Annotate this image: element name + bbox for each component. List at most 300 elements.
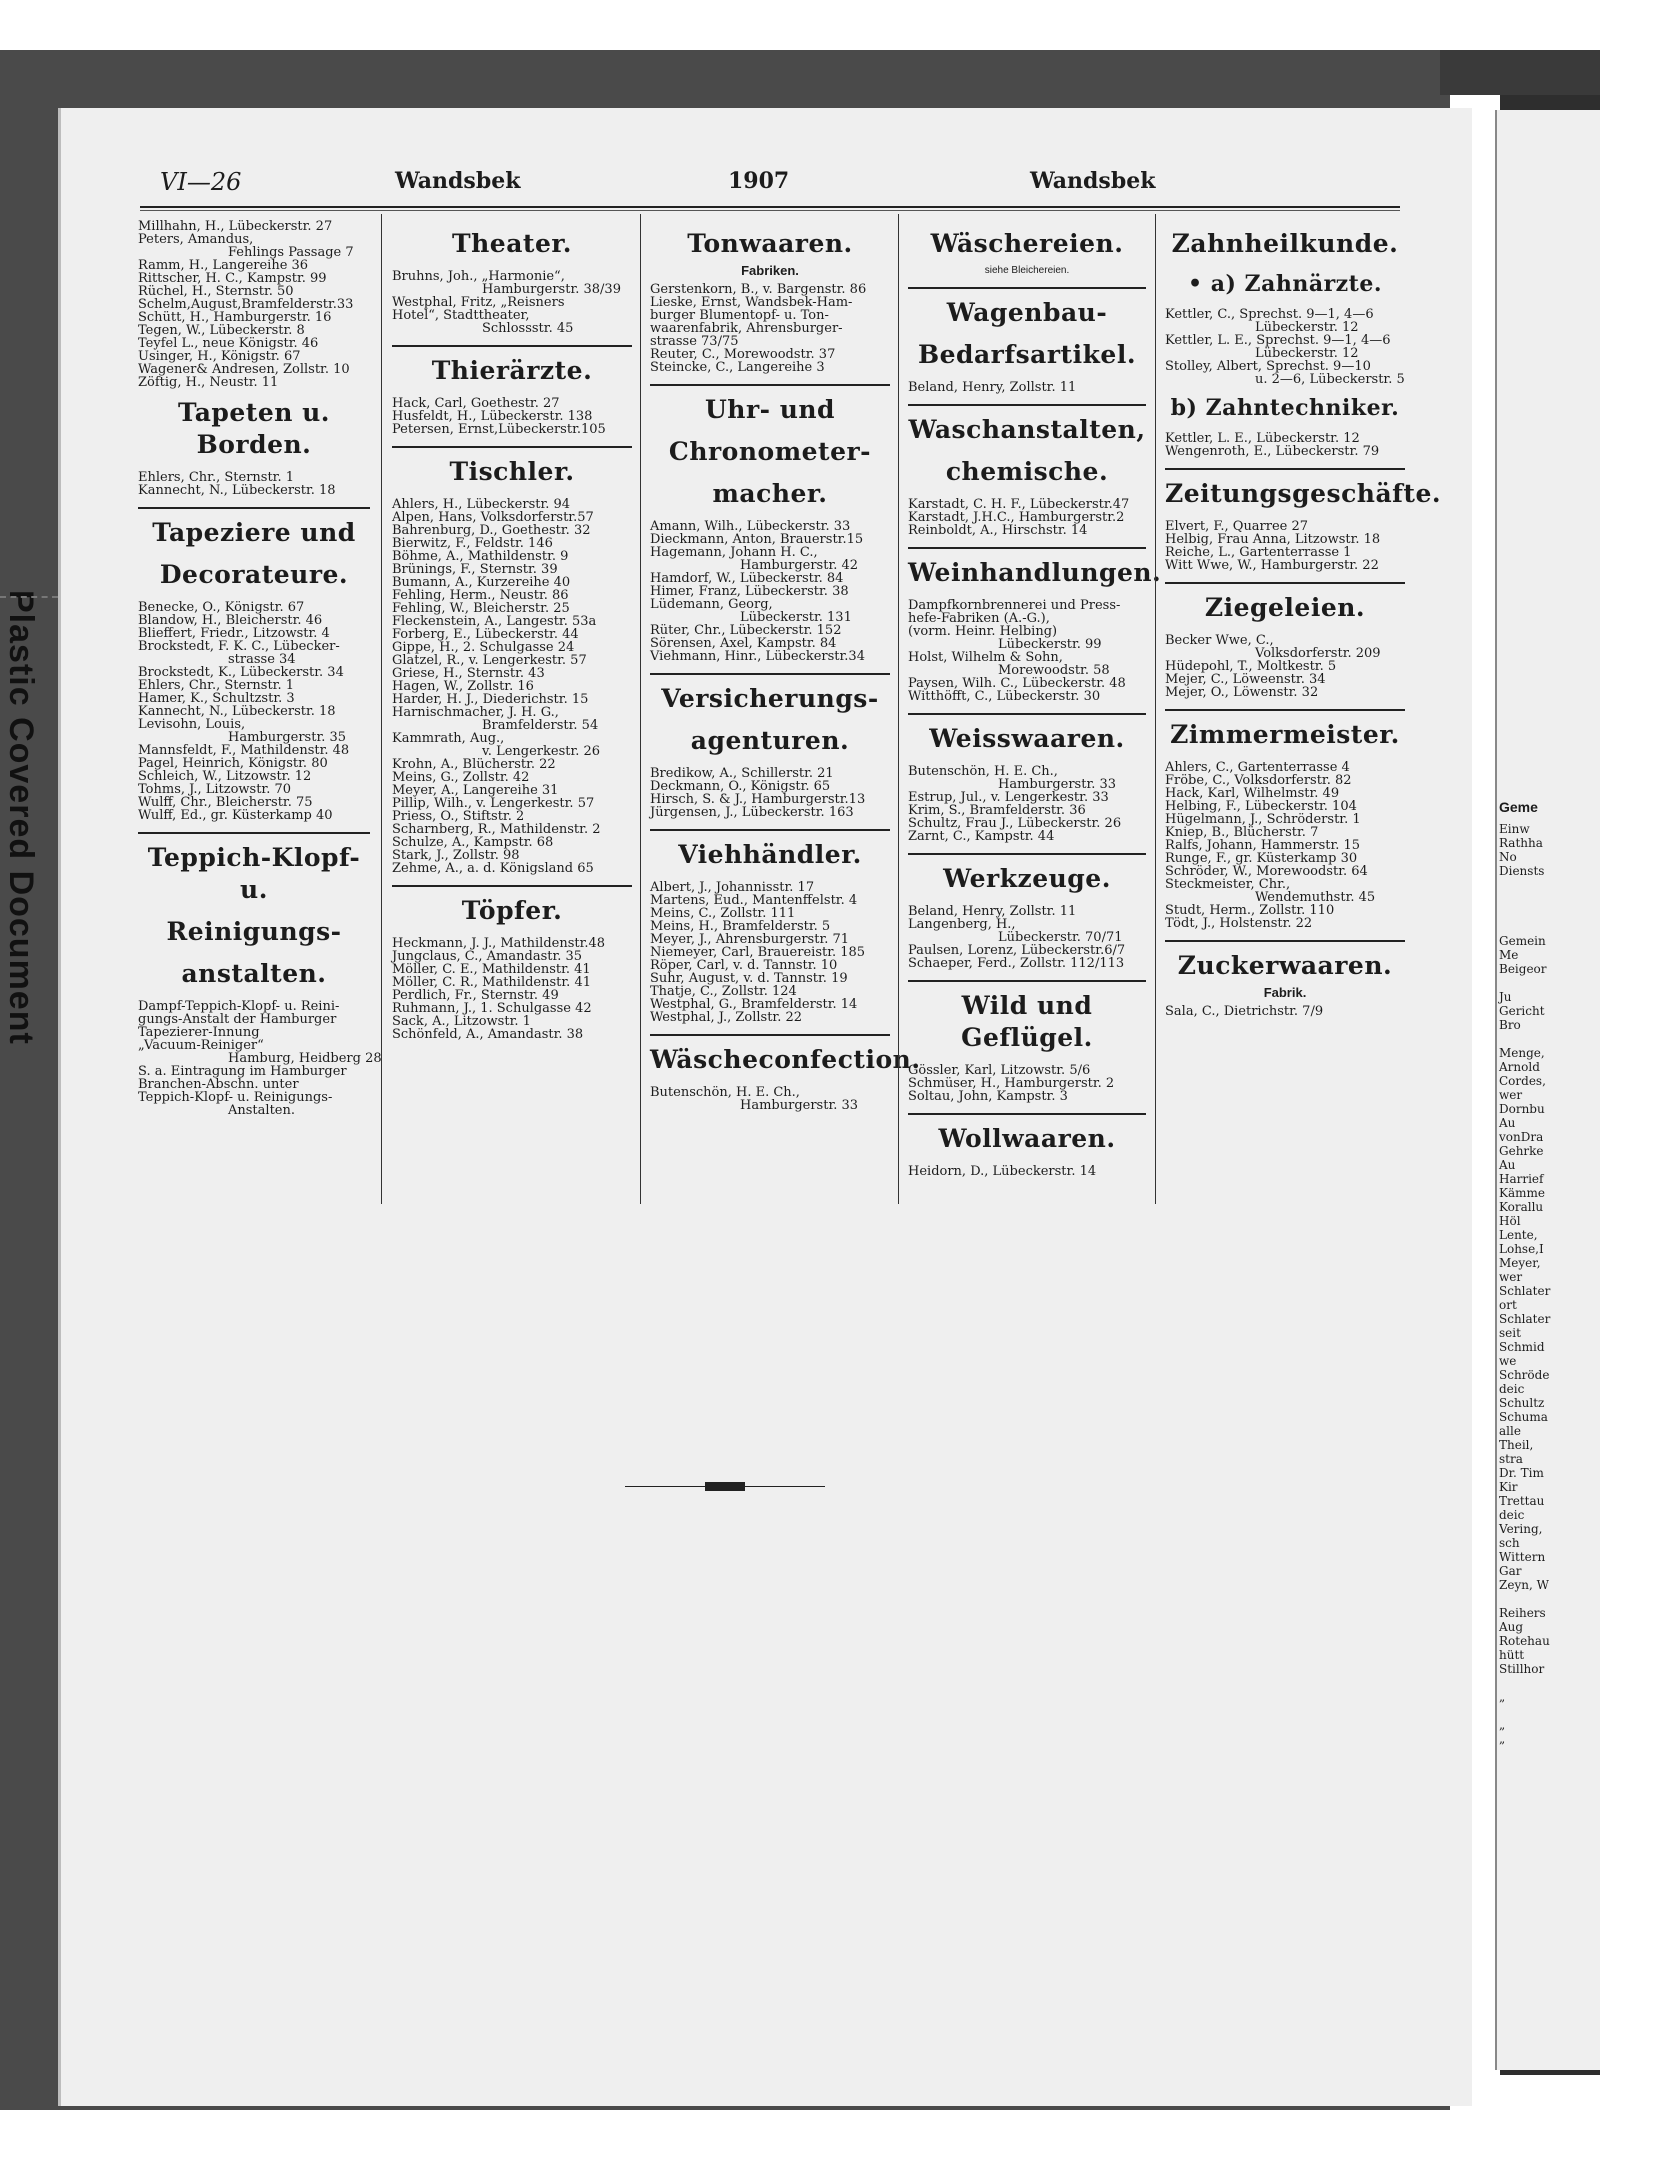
directory-entry: Wendemuthstr. 45 (1255, 890, 1376, 905)
directory-entry: Priess, O., Stiftstr. 2 (392, 809, 525, 824)
section-heading: Chronometer- (668, 437, 872, 466)
directory-entry: strasse 73/75 (650, 334, 739, 349)
facing-page-line: Bro (1499, 1018, 1521, 1032)
section-divider (650, 1034, 890, 1036)
directory-entry: Peters, Amandus, (138, 232, 254, 247)
directory-entry: Tegen, W., Lübeckerstr. 8 (138, 323, 305, 338)
facing-page-line: Trettau (1499, 1494, 1545, 1508)
directory-entry: Krim, S., Bramfelderstr. 36 (908, 803, 1086, 818)
facing-page-line (1497, 1676, 1677, 1690)
directory-entry: Kettler, L. E., Lübeckerstr. 12 (1165, 431, 1360, 446)
side-label: Plastic Covered Document (2, 590, 40, 1045)
directory-entry: Tödt, J., Holstenstr. 22 (1165, 916, 1313, 931)
directory-entry: Alpen, Hans, Volksdorferstr.57 (392, 510, 594, 525)
directory-entry: Wulff, Ed., gr. Küsterkamp 40 (138, 808, 333, 823)
directory-entry: Röper, Carl, v. d. Tannstr. 10 (650, 958, 838, 973)
directory-entry: Kannecht, N., Lübeckerstr. 18 (138, 483, 336, 498)
directory-entry: Westphal, Fritz, „Reisners (392, 295, 565, 310)
directory-entry: Hotel“, Stadttheater, (392, 308, 530, 323)
column-4 (908, 220, 1162, 1210)
directory-entry: Helbing, F., Lübeckerstr. 104 (1165, 799, 1357, 814)
directory-entry: Tohms, J., Litzowstr. 70 (138, 782, 292, 797)
section-heading: • a) Zahnärzte. (1187, 271, 1382, 297)
facing-page-line: Schlater (1499, 1284, 1551, 1298)
section-heading: Zeitungsgeschäfte. (1165, 479, 1442, 508)
section-heading: Zuckerwaaren. (1177, 951, 1393, 980)
directory-entry: Tapezierer-Innung (138, 1025, 260, 1040)
section-heading: Bedarfsartikel. (917, 340, 1137, 369)
column-divider (1155, 214, 1156, 1204)
column-2 (392, 220, 632, 1210)
directory-entry: Steincke, C., Langereihe 3 (650, 360, 825, 375)
directory-entry: Dampfkornbrennerei und Press- (908, 598, 1121, 613)
section-heading: Reinigungs- (166, 917, 342, 946)
section-heading: chemische. (945, 457, 1109, 486)
facing-page-line: Au (1499, 1116, 1516, 1130)
facing-page-line: „ (1499, 1718, 1506, 1732)
section-heading: Wollwaaren. (938, 1124, 1116, 1153)
directory-entry: Westphal, G., Bramfelderstr. 14 (650, 997, 858, 1012)
directory-entry: Ahlers, C., Gartenterrasse 4 (1165, 760, 1350, 775)
directory-entry: Rüchel, H., Sternstr. 50 (138, 284, 294, 299)
facing-page-line (1497, 1032, 1677, 1046)
directory-entry: Paulsen, Lorenz, Lübeckerstr.6/7 (908, 943, 1126, 958)
section-subheading: siehe Bleichereien. (984, 265, 1070, 276)
section-divider (392, 345, 632, 347)
section-heading: anstalten. (181, 959, 327, 988)
directory-entry: Suhr, August, v. d. Tannstr. 19 (650, 971, 848, 986)
directory-entry: Stark, J., Zollstr. 98 (392, 848, 520, 863)
directory-entry: Zarnt, C., Kampstr. 44 (908, 829, 1055, 844)
section-divider (908, 287, 1146, 289)
facing-page-text (1497, 800, 1677, 1746)
directory-entry: Hagen, W., Zollstr. 16 (392, 679, 534, 694)
directory-entry: Ralfs, Johann, Hammerstr. 15 (1165, 838, 1361, 853)
facing-page-line: Au (1499, 1158, 1516, 1172)
section-heading: Waschanstalten, (908, 415, 1146, 444)
facing-page-line: Me (1499, 948, 1519, 962)
directory-entry: Westphal, J., Zollstr. 22 (650, 1010, 803, 1025)
directory-entry: Sala, C., Dietrichstr. 7/9 (1165, 1004, 1324, 1019)
directory-entry: Millhahn, H., Lübeckerstr. 27 (138, 219, 333, 234)
directory-entry: strasse 34 (228, 652, 296, 667)
directory-entry: Niemeyer, Carl, Brauereistr. 185 (650, 945, 866, 960)
directory-entry: Hack, Karl, Wilhelmstr. 49 (1165, 786, 1340, 801)
section-divider (908, 713, 1146, 715)
facing-page-line: Korallu (1499, 1200, 1544, 1214)
directory-entry: Sörensen, Axel, Kampstr. 84 (650, 636, 837, 651)
section-heading: Zahnheilkunde. (1171, 229, 1399, 258)
facing-page-line: Zeyn, W (1499, 1578, 1549, 1592)
facing-page-line: Gehrke (1499, 1144, 1544, 1158)
directory-entry: Schönfeld, A., Amandastr. 38 (392, 1027, 584, 1042)
directory-entry: Runge, F., gr. Küsterkamp 30 (1165, 851, 1358, 866)
directory-entry: Bumann, A., Kurzereihe 40 (392, 575, 571, 590)
directory-entry: Kniep, B., Blücherstr. 7 (1165, 825, 1319, 840)
directory-entry: Deckmann, O., Königstr. 65 (650, 779, 831, 794)
directory-entry: S. a. Eintragung im Hamburger (138, 1064, 347, 1079)
directory-entry: Morewoodstr. 58 (998, 663, 1110, 678)
directory-entry: Schelm,August,Bramfelderstr.33 (138, 297, 354, 312)
facing-page-line: Einw (1499, 822, 1530, 836)
directory-entry: Petersen, Ernst,Lübeckerstr.105 (392, 422, 606, 437)
directory-entry: Blieffert, Friedr., Litzowstr. 4 (138, 626, 330, 641)
facing-page-line: Cordes, (1499, 1074, 1546, 1088)
directory-entry: Fehling, W., Bleicherstr. 25 (392, 601, 570, 616)
directory-entry: Böhme, A., Mathildenstr. 9 (392, 549, 569, 564)
section-divider (908, 547, 1146, 549)
directory-entry: Hamburgerstr. 42 (740, 558, 859, 573)
page-header (0, 168, 1450, 202)
directory-entry: Glatzel, R., v. Lengerkestr. 57 (392, 653, 587, 668)
facing-page-line: deic (1499, 1508, 1525, 1522)
directory-entry: Hamburg, Heidberg 28 (228, 1051, 382, 1066)
section-divider (908, 853, 1146, 855)
facing-page-line: seit (1499, 1326, 1521, 1340)
facing-page-line: Schlater (1499, 1312, 1551, 1326)
directory-entry: Fehlings Passage 7 (228, 245, 354, 260)
directory-entry: Amann, Wilh., Lübeckerstr. 33 (650, 519, 851, 534)
facing-page-line: Beigeor (1499, 962, 1547, 976)
directory-entry: Bramfelderstr. 54 (482, 718, 599, 733)
directory-entry: Meins, G., Zollstr. 42 (392, 770, 530, 785)
directory-entry: Fleckenstein, A., Langestr. 53a (392, 614, 597, 629)
end-ornament (625, 1482, 825, 1492)
directory-entry: Jürgensen, J., Lübeckerstr. 163 (650, 805, 854, 820)
facing-page-line: alle (1499, 1424, 1521, 1438)
facing-page-line: Diensts (1499, 864, 1545, 878)
directory-entry: Schleich, W., Litzowstr. 12 (138, 769, 312, 784)
section-heading: Wäscheconfection. (650, 1045, 921, 1074)
directory-entry: Bredikow, A., Schillerstr. 21 (650, 766, 834, 781)
facing-page-line: Gemein (1499, 934, 1546, 948)
section-heading: Tischler. (449, 457, 575, 486)
directory-entry: Perdlich, Fr., Sternstr. 49 (392, 988, 559, 1003)
directory-entry: Hirsch, S. & J., Hamburgerstr.13 (650, 792, 866, 807)
directory-entry: Möller, C. R., Mathildenstr. 41 (392, 975, 591, 990)
section-heading: macher. (712, 479, 828, 508)
directory-entry: Karstadt, J.H.C., Hamburgerstr.2 (908, 510, 1125, 525)
header-year: 1907 (728, 168, 790, 194)
directory-entry: Wagener& Andresen, Zollstr. 10 (138, 362, 350, 377)
facing-page-line (1497, 1592, 1677, 1606)
facing-page-line: stra (1499, 1452, 1523, 1466)
facing-page-line: ort (1499, 1298, 1517, 1312)
section-divider (138, 507, 370, 509)
facing-page-line: wer (1499, 1088, 1523, 1102)
directory-entry: Ehlers, Chr., Sternstr. 1 (138, 470, 294, 485)
section-heading: Wild und Geflügel. (961, 991, 1093, 1052)
facing-page-line: Arnold (1499, 1060, 1540, 1074)
directory-entry: Kannecht, N., Lübeckerstr. 18 (138, 704, 336, 719)
directory-entry: Helbig, Frau Anna, Litzowstr. 18 (1165, 532, 1381, 547)
facing-page-line: Höl (1499, 1214, 1521, 1228)
directory-entry: Teyfel L., neue Königstr. 46 (138, 336, 319, 351)
directory-entry: Levisohn, Louis, (138, 717, 246, 732)
directory-entry: Langenberg, H., (908, 917, 1016, 932)
crop-mark (0, 596, 58, 598)
section-heading: Uhr- und (704, 395, 836, 424)
directory-entry: Schultz, Frau J., Lübeckerstr. 26 (908, 816, 1122, 831)
directory-entry: Benecke, O., Königstr. 67 (138, 600, 305, 615)
section-heading: Teppich-Klopf- u. (147, 843, 361, 904)
directory-entry: Lüdemann, Georg, (650, 597, 773, 612)
facing-page-line: Lente, (1499, 1228, 1538, 1242)
facing-page-line: Gar (1499, 1564, 1522, 1578)
directory-entry: Husfeldt, H., Lübeckerstr. 138 (392, 409, 593, 424)
facing-page-line: Menge, (1499, 1046, 1545, 1060)
section-heading: Werkzeuge. (943, 864, 1111, 893)
section-heading: Weisswaaren. (929, 724, 1125, 753)
section-heading: Decorateure. (159, 560, 349, 589)
directory-entry: Krohn, A., Blücherstr. 22 (392, 757, 556, 772)
directory-entry: Martens, Eud., Mantenffelstr. 4 (650, 893, 858, 908)
facing-page-line: Vering, (1499, 1522, 1543, 1536)
directory-entry: Hügelmann, J., Schröderstr. 1 (1165, 812, 1361, 827)
directory-entry: Lübeckerstr. 99 (998, 637, 1102, 652)
facing-page-line: Dr. Tim (1499, 1466, 1544, 1480)
section-heading: agenturen. (690, 726, 850, 755)
facing-page-line: Schultz (1499, 1396, 1545, 1410)
directory-entry: Ahlers, H., Lübeckerstr. 94 (392, 497, 571, 512)
section-divider (1165, 940, 1405, 942)
directory-entry: Himer, Franz, Lübeckerstr. 38 (650, 584, 849, 599)
directory-entry: Thatje, C., Zollstr. 124 (650, 984, 797, 999)
directory-entry: Lübeckerstr. 12 (1255, 320, 1359, 335)
section-divider (650, 384, 890, 386)
directory-entry: Schütt, H., Hamburgerstr. 16 (138, 310, 332, 325)
facing-page-line: Dornbu (1499, 1102, 1545, 1116)
column-divider (898, 214, 899, 1204)
directory-entry: Steckmeister, Chr., (1165, 877, 1291, 892)
directory-entry: Schröder, W., Morewoodstr. 64 (1165, 864, 1368, 879)
section-divider (908, 980, 1146, 982)
facing-page-line: Meyer, (1499, 1256, 1541, 1270)
directory-entry: Teppich-Klopf- u. Reinigungs- (138, 1090, 333, 1105)
directory-entry: Mannsfeldt, F., Mathildenstr. 48 (138, 743, 350, 758)
directory-entry: Hamburgerstr. 33 (998, 777, 1117, 792)
facing-page-line (1497, 906, 1677, 920)
facing-page-line: Lohse,I (1499, 1242, 1544, 1256)
facing-page-line: Kir (1499, 1480, 1518, 1494)
section-divider (1165, 582, 1405, 584)
facing-page-line: Gericht (1499, 1004, 1545, 1018)
facing-page-line: „ (1499, 1732, 1506, 1746)
directory-entry: Hamburgerstr. 38/39 (482, 282, 621, 297)
section-subheading: Fabrik. (1263, 985, 1307, 1000)
directory-entry: waarenfabrik, Ahrensburger- (650, 321, 843, 336)
directory-entry: Zöftig, H., Neustr. 11 (138, 375, 279, 390)
column-divider (381, 214, 382, 1204)
directory-entry: Harder, H. J., Diederichstr. 15 (392, 692, 589, 707)
directory-entry: Studt, Herm., Zollstr. 110 (1165, 903, 1335, 918)
section-subheading: Fabriken. (741, 263, 799, 278)
directory-entry: Witt Wwe, W., Hamburgerstr. 22 (1165, 558, 1379, 573)
directory-entry: v. Lengerkestr. 26 (482, 744, 601, 759)
section-heading: Ziegeleien. (1204, 593, 1366, 622)
section-heading: Thierärzte. (431, 356, 593, 385)
directory-entry: u. 2—6, Lübeckerstr. 5 (1255, 372, 1405, 387)
directory-entry: Schlossstr. 45 (482, 321, 574, 336)
directory-entry: Lübeckerstr. 70/71 (998, 930, 1123, 945)
section-divider (1165, 709, 1405, 711)
directory-entry: Heidorn, D., Lübeckerstr. 14 (908, 1164, 1097, 1179)
directory-entry: Soltau, John, Kampstr. 3 (908, 1089, 1068, 1104)
section-heading: Versicherungs- (661, 684, 879, 713)
directory-entry: Beland, Henry, Zollstr. 11 (908, 904, 1077, 919)
page-number: VI—26 (160, 168, 242, 196)
directory-entry: Gippe, H., 2. Schulgasse 24 (392, 640, 575, 655)
facing-page-line (1497, 920, 1677, 934)
facing-page-line (1497, 976, 1677, 990)
directory-entry: burger Blumentopf- u. Ton- (650, 308, 829, 323)
facing-page-line: „ (1499, 1690, 1506, 1704)
facing-page-line: Harrief (1499, 1172, 1544, 1186)
facing-page-line (1497, 1704, 1677, 1718)
section-heading: Tapeten u. Borden. (177, 398, 330, 459)
directory-entry: Reuter, C., Morewoodstr. 37 (650, 347, 836, 362)
directory-entry: Hack, Carl, Goethestr. 27 (392, 396, 560, 411)
directory-entry: Ehlers, Chr., Sternstr. 1 (138, 678, 294, 693)
section-heading: b) Zahntechniker. (1170, 395, 1400, 421)
directory-entry: Kettler, C., Sprechst. 9—1, 4—6 (1165, 307, 1374, 322)
section-heading: Tapeziere und (152, 518, 356, 547)
directory-entry: Meyer, J., Ahrensburgerstr. 71 (650, 932, 850, 947)
section-divider (392, 446, 632, 448)
directory-entry: Hamer, K., Schultzstr. 3 (138, 691, 295, 706)
directory-entry: Pillip, Wilh., v. Lengerkestr. 57 (392, 796, 595, 811)
facing-page-line: Theil, (1499, 1438, 1534, 1452)
directory-entry: Brockstedt, F. K. C., Lübecker- (138, 639, 340, 654)
header-rule-thin (140, 210, 1400, 211)
directory-entry: Reinboldt, A., Hirschstr. 14 (908, 523, 1088, 538)
section-heading: Wagenbau- (946, 298, 1108, 327)
directory-entry: Becker Wwe, C., (1165, 633, 1274, 648)
directory-entry: Blandow, H., Bleicherstr. 46 (138, 613, 323, 628)
section-divider (908, 1113, 1146, 1115)
directory-entry: Kammrath, Aug., (392, 731, 505, 746)
directory-entry: Estrup, Jul., v. Lengerkestr. 33 (908, 790, 1109, 805)
directory-entry: Fröbe, C., Volksdorferstr. 82 (1165, 773, 1352, 788)
directory-entry: Scharnberg, R., Mathildenstr. 2 (392, 822, 601, 837)
section-divider (908, 404, 1146, 406)
directory-entry: Meins, H., Bramfelderstr. 5 (650, 919, 831, 934)
section-heading: Wäschereien. (930, 229, 1124, 258)
directory-entry: Pagel, Heinrich, Königstr. 80 (138, 756, 328, 771)
section-divider (650, 829, 890, 831)
facing-page (1495, 110, 1600, 2070)
directory-entry: Möller, C. E., Mathildenstr. 41 (392, 962, 591, 977)
directory-entry: Meins, C., Zollstr. 111 (650, 906, 796, 921)
directory-entry: Viehmann, Hinr., Lübeckerstr.34 (650, 649, 865, 664)
section-heading: Theater. (452, 229, 572, 258)
directory-entry: Elvert, F., Quarree 27 (1165, 519, 1309, 534)
directory-entry: Hüdepohl, T., Moltkestr. 5 (1165, 659, 1337, 674)
directory-entry: Schulze, A., Kampstr. 68 (392, 835, 554, 850)
directory-entry: Hamdorf, W., Lübeckerstr. 84 (650, 571, 844, 586)
directory-entry: Wengenroth, E., Lübeckerstr. 79 (1165, 444, 1380, 459)
directory-entry: Branchen-Abschn. unter (138, 1077, 299, 1092)
directory-entry: Mejer, O., Löwenstr. 32 (1165, 685, 1319, 700)
directory-entry: Fehling, Herm., Neustr. 86 (392, 588, 569, 603)
directory-entry: Heckmann, J. J., Mathildenstr.48 (392, 936, 606, 951)
section-divider (392, 885, 632, 887)
section-divider (650, 673, 890, 675)
facing-page-line: Reihers (1499, 1606, 1546, 1620)
directory-entry: Dieckmann, Anton, Brauerstr.15 (650, 532, 864, 547)
facing-page-line: wer (1499, 1270, 1523, 1284)
directory-entry: „Vacuum-Reiniger“ (138, 1038, 264, 1053)
directory-entry: Rittscher, H. C., Kampstr. 99 (138, 271, 327, 286)
facing-page-line: Schuma (1499, 1410, 1548, 1424)
facing-page-line: deic (1499, 1382, 1525, 1396)
directory-entry: Gössler, Karl, Litzowstr. 5/6 (908, 1063, 1091, 1078)
facing-page-line (1497, 878, 1677, 892)
facing-page-line: vonDra (1499, 1130, 1544, 1144)
facing-page-line: Geme (1499, 799, 1538, 815)
directory-entry: (vorm. Heinr. Helbing) (908, 624, 1058, 639)
facing-page-line: Ju (1499, 990, 1512, 1004)
directory-entry: Forberg, E., Lübeckerstr. 44 (392, 627, 579, 642)
directory-entry: Ramm, H., Langereihe 36 (138, 258, 309, 273)
facing-page-line: Aug (1499, 1620, 1524, 1634)
directory-entry: Reiche, L., Gartenterrasse 1 (1165, 545, 1352, 560)
facing-page-line: sch (1499, 1536, 1520, 1550)
directory-entry: Hamburgerstr. 35 (228, 730, 347, 745)
directory-entry: Butenschön, H. E. Ch., (650, 1085, 800, 1100)
directory-entry: Dampf-Teppich-Klopf- u. Reini- (138, 999, 340, 1014)
directory-entry: Bruhns, Joh., „Harmonie“, (392, 269, 565, 284)
section-heading: Viehhändler. (678, 840, 862, 869)
directory-entry: Anstalten. (228, 1103, 295, 1118)
facing-page-line: hütt (1499, 1648, 1525, 1662)
directory-entry: Lübeckerstr. 131 (740, 610, 852, 625)
column-3 (650, 220, 921, 1210)
header-rule (140, 206, 1400, 208)
header-left-place: Wandsbek (395, 168, 521, 194)
directory-entry: Griese, H., Sternstr. 43 (392, 666, 545, 681)
directory-entry: Brünings, F., Sternstr. 39 (392, 562, 558, 577)
facing-page-line: Schmid (1499, 1340, 1545, 1354)
directory-entry: Lübeckerstr. 12 (1255, 346, 1359, 361)
header-right-place: Wandsbek (1030, 168, 1156, 194)
facing-page-line: Stillhor (1499, 1662, 1545, 1676)
facing-page-line (1497, 892, 1677, 906)
column-divider (640, 214, 641, 1204)
directory-entry: Mejer, C., Löweenstr. 34 (1165, 672, 1326, 687)
directory-entry: Hagemann, Johann H. C., (650, 545, 818, 560)
section-divider (138, 832, 370, 834)
scan-corner (1440, 50, 1600, 95)
directory-entry: hefe-Fabriken (A.-G.), (908, 611, 1050, 626)
section-heading: Tonwaaren. (687, 229, 853, 258)
facing-page-line: Rathha (1499, 836, 1543, 850)
directory-entry: Schmüser, H., Hamburgerstr. 2 (908, 1076, 1115, 1091)
directory-entry: Stolley, Albert, Sprechst. 9—10 (1165, 359, 1371, 374)
directory-entry: Wulff, Chr., Bleicherstr. 75 (138, 795, 313, 810)
facing-page-line: No (1499, 850, 1517, 864)
facing-page-line: Rotehau (1499, 1634, 1550, 1648)
directory-entry: Hamburgerstr. 33 (740, 1098, 859, 1113)
section-divider (1165, 468, 1405, 470)
directory-entry: Volksdorferstr. 209 (1255, 646, 1381, 661)
directory-entry: Gerstenkorn, B., v. Bargenstr. 86 (650, 282, 867, 297)
directory-entry: Harnischmacher, J. H. G., (392, 705, 559, 720)
directory-entry: Beland, Henry, Zollstr. 11 (908, 380, 1077, 395)
directory-entry: Kettler, L. E., Sprechst. 9—1, 4—6 (1165, 333, 1391, 348)
section-heading: Weinhandlungen. (908, 558, 1162, 587)
directory-entry: Meyer, A., Langereihe 31 (392, 783, 559, 798)
